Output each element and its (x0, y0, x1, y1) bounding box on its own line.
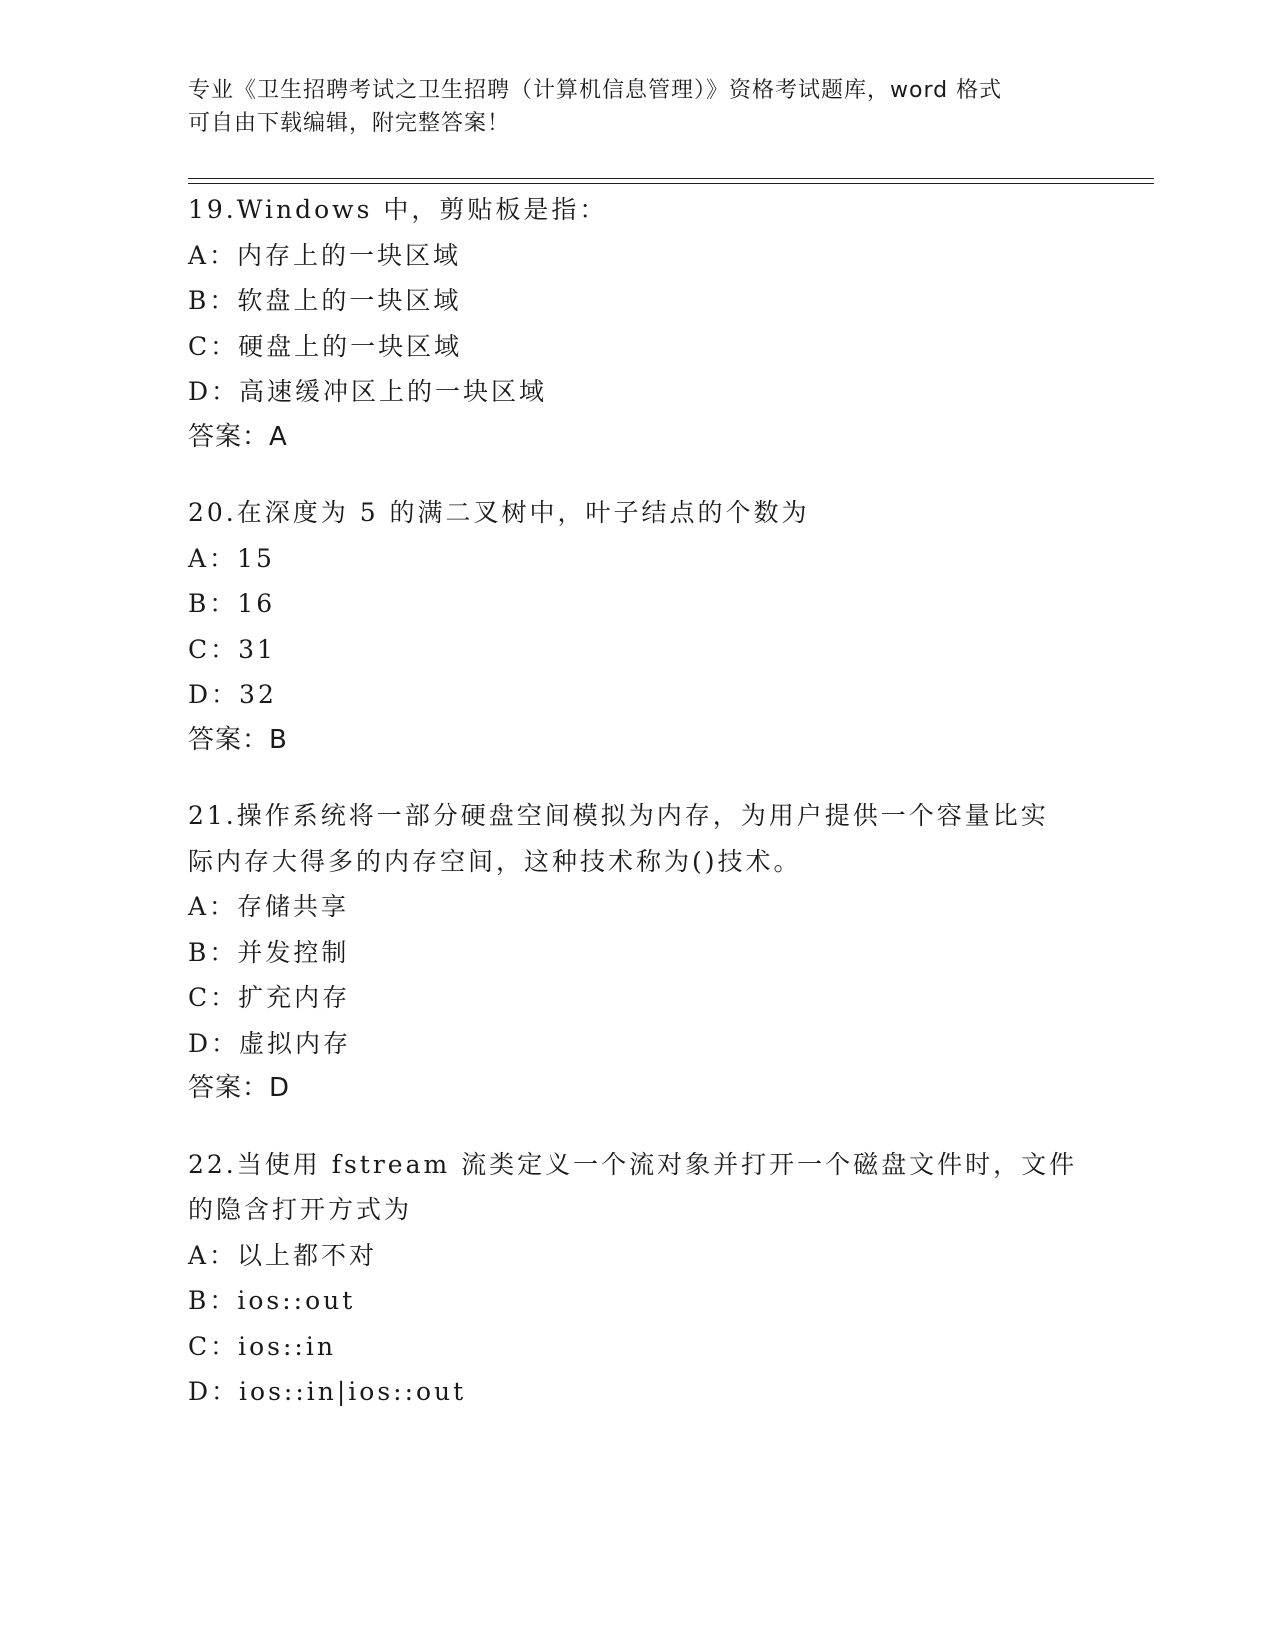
question-22 (188, 1142, 1088, 1415)
answer-line: 答案：A (188, 421, 288, 452)
option-c: C：ios::in (188, 1331, 336, 1361)
option-a: A：存储共享 (188, 892, 350, 921)
question-list (188, 187, 1088, 1445)
option-d: D：32 (188, 680, 277, 709)
question-stem-line-1: 21.操作系统将一部分硬盘空间模拟为内存，为用户提供一个容量比实 (188, 801, 1049, 830)
header-divider-bottom (188, 183, 1154, 184)
option-b: B：16 (188, 589, 276, 618)
option-a: A：内存上的一块区域 (188, 240, 462, 270)
option-d: D：高速缓冲区上的一块区域 (188, 377, 548, 406)
option-c: C：扩充内存 (188, 983, 351, 1012)
option-b: B：ios::out (188, 1286, 356, 1315)
question-20 (188, 490, 1088, 763)
header-line-1: 专业《卫生招聘考试之卫生招聘（计算机信息管理）》资格考试题库，word 格式 (188, 78, 1003, 103)
header-divider-top (188, 178, 1154, 179)
option-c: C：31 (188, 634, 276, 664)
option-b: B：并发控制 (188, 937, 350, 967)
answer-line: 答案：B (188, 724, 288, 755)
option-c: C：硬盘上的一块区域 (188, 331, 463, 361)
document-header (188, 74, 1068, 140)
answer-line: 答案：D (188, 1073, 291, 1103)
question-stem-line-2: 际内存大得多的内存空间，这种技术称为()技术。 (188, 846, 802, 876)
header-line-2: 可自由下载编辑，附完整答案！ (188, 111, 511, 136)
question-stem-line-1: 22.当使用 fstream 流类定义一个流对象并打开一个磁盘文件时，文件 (188, 1149, 1078, 1179)
option-a: A：以上都不对 (188, 1240, 378, 1270)
question-21 (188, 793, 1088, 1112)
option-d: D：虚拟内存 (188, 1028, 352, 1058)
question-stem: 19.Windows 中，剪贴板是指： (188, 195, 608, 224)
question-stem-line-2: 的隐含打开方式为 (188, 1195, 413, 1224)
option-a: A：15 (188, 543, 275, 573)
question-19 (188, 187, 1088, 460)
question-stem: 20.在深度为 5 的满二叉树中，叶子结点的个数为 (188, 498, 810, 527)
option-d: D：ios::in|ios::out (188, 1377, 467, 1406)
option-b: B：软盘上的一块区域 (188, 286, 462, 315)
